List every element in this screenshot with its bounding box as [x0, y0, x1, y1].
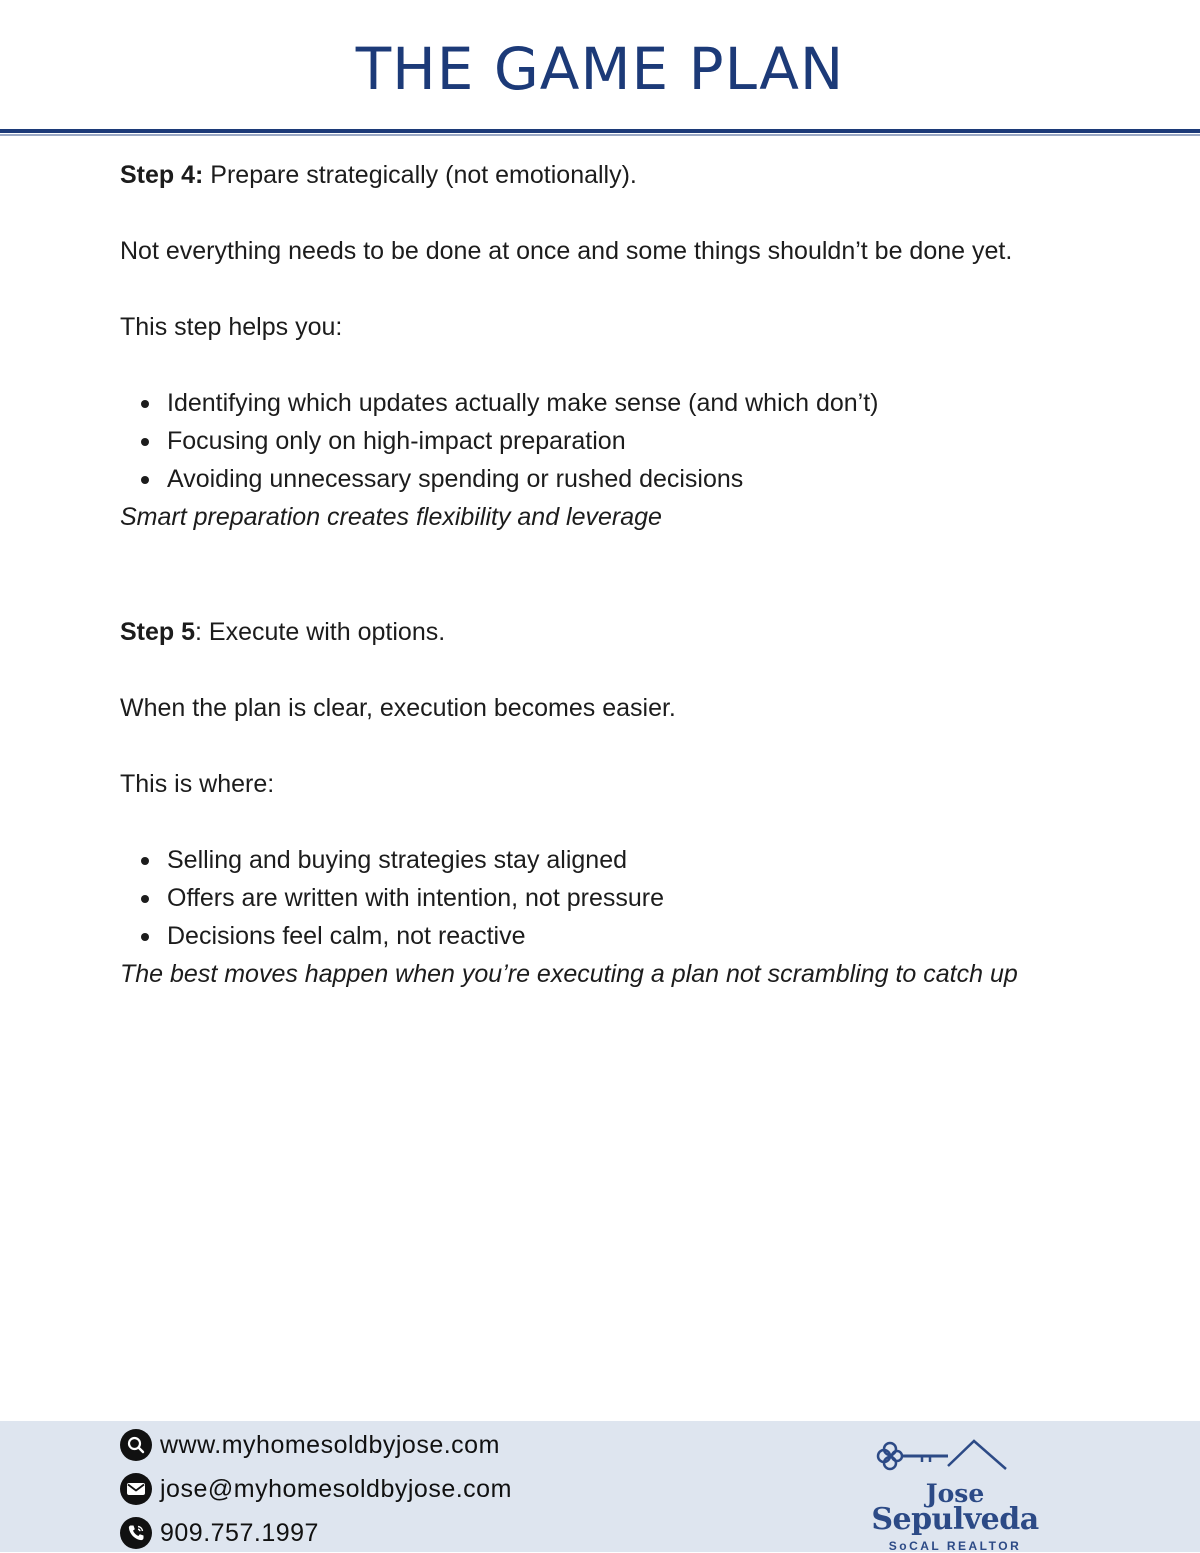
step4-bullet-list [120, 384, 1080, 498]
logo-last-name: Sepulveda [871, 1502, 1039, 1537]
search-icon [120, 1429, 152, 1461]
step4-heading-text: Prepare strategically (not emotionally). [203, 161, 637, 189]
step4-lead: This step helps you: [120, 313, 343, 341]
list-item: Offers are written with intention, not pressure [120, 879, 1080, 917]
step4-takeaway: Smart preparation creates flexibility and leverage [120, 503, 662, 531]
step5-heading [120, 613, 1080, 651]
website-link[interactable]: www.myhomesoldbyjose.com [160, 1430, 500, 1459]
list-item: Identifying which updates actually make sense (and which don’t) [120, 384, 1080, 422]
step5-lead: This is where: [120, 770, 275, 798]
step4-heading [120, 156, 1080, 194]
page-title: THE GAME PLAN [355, 35, 845, 103]
step4-intro: Not everything needs to be done at once and some things shouldn’t be done yet. [120, 237, 1013, 265]
list-item: Selling and buying strategies stay aligned [120, 841, 1080, 879]
page-footer [0, 1421, 1200, 1552]
step4-label: Step 4: [120, 161, 204, 189]
header-divider [0, 129, 1200, 133]
page-header [0, 0, 1200, 130]
email-row[interactable] [120, 1472, 512, 1506]
step5-heading-text: : Execute with options. [195, 618, 446, 646]
brand-logo [870, 1435, 1040, 1553]
step5-intro: When the plan is clear, execution becomes easier. [120, 694, 676, 722]
step5-takeaway: The best moves happen when you’re executing a plan not scrambling to catch up [120, 960, 1018, 988]
phone-number[interactable]: 909.757.1997 [160, 1518, 319, 1547]
document-body [120, 156, 1080, 993]
phone-icon [120, 1517, 152, 1549]
email-icon [120, 1473, 152, 1505]
list-item: Avoiding unnecessary spending or rushed decisions [120, 460, 1080, 498]
step5-bullet-list [120, 841, 1080, 955]
step5-label: Step 5 [120, 618, 196, 646]
phone-row[interactable] [120, 1516, 319, 1550]
header-divider-shadow [0, 134, 1200, 136]
logo-first-name: Jose [925, 1479, 985, 1508]
key-house-icon [870, 1435, 1040, 1485]
logo-tagline: SoCAL REALTOR [888, 1539, 1022, 1553]
list-item: Focusing only on high-impact preparation [120, 422, 1080, 460]
email-link[interactable]: jose@myhomesoldbyjose.com [160, 1474, 512, 1503]
list-item: Decisions feel calm, not reactive [120, 917, 1080, 955]
website-row[interactable] [120, 1428, 500, 1462]
